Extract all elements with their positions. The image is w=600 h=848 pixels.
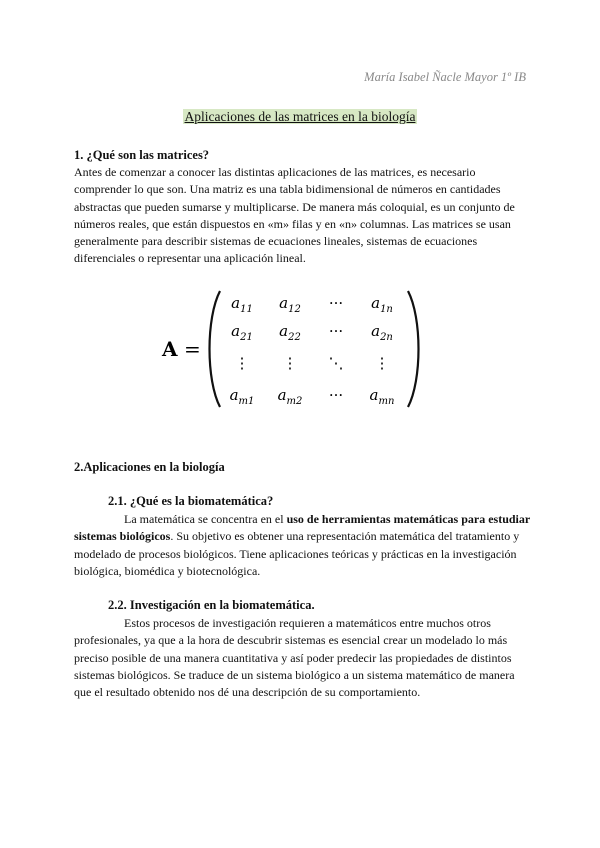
section-1-paragraph: Antes de comenzar a conocer las distintas aplicaciones de las matrices, es necesario comprender lo que son. Una matriz es una tabla bidimensional de números en cantidades abstractas que pueden sumarse y multiplicarse. De manera más coloquial, es un conjunto de números reales, que están dispuestos en «m» filas y en «n» columnas. Las matrices se usan generalmente para describir sistemas de ecuaciones lineales, sistemas de ecuaciones diferenciales o representar una aplicación lineal. [74, 165, 515, 266]
matrix-cell: ··· [328, 386, 344, 404]
matrix-cell: ⋮ [234, 354, 250, 372]
document-title [0, 108, 600, 126]
author-header: María Isabel Ñacle Mayor 1º IB [364, 70, 526, 84]
matrix-cell: ⋱ [328, 354, 344, 372]
subsection-2-1-heading: 2.1. ¿Qué es la biomatemática? [108, 494, 274, 508]
matrix-cell: $a_{m1}$ [229, 386, 255, 407]
matrix-cell: $a_{2n}$ [371, 322, 393, 343]
matrix-lhs: A [162, 337, 178, 361]
matrix-cell: $a_{12}$ [279, 294, 301, 315]
sub1-text-after: . Su objetivo es obtener una representación matemática del tratamiento y modelado de procesos biológicos. Tiene aplicaciones teóricas y prácticas en la investigación biológica, biomédica y biotecnológica. [74, 529, 520, 578]
matrix-equation [160, 288, 420, 410]
sub1-text-before: La matemática se concentra en el [124, 512, 287, 526]
section-2-heading: 2.Aplicaciones en la biología [74, 460, 225, 474]
matrix-cell: $a_{1n}$ [371, 294, 393, 315]
sub1-text-bold: uso de herramientas matemáticas para estudiar sistemas biológicos [74, 512, 530, 544]
subsection-2-2-heading: 2.2. Investigación en la biomatemática. [108, 598, 315, 612]
matrix-cell: $a_{11}$ [231, 294, 253, 315]
matrix-cell: $a_{m2}$ [277, 386, 303, 407]
right-bracket [408, 291, 419, 407]
matrix-cell: ⋮ [374, 354, 390, 372]
matrix-equals: = [184, 337, 201, 361]
section-1-heading: 1. ¿Qué son las matrices? [74, 148, 210, 162]
left-bracket [210, 291, 221, 407]
subsection-2-2-paragraph: Estos procesos de investigación requieren a matemáticos entre muchos otros profesionales, ya que a la hora de descubrir sistemas es esencial crear un modelado lo más preciso posible de una manera cuantitativa y así poder predecir las propiedades de distintos sistemas biológicos. Se traduce de un sistema biológico a un sistema matemático de manera que el resultado obtenido nos dé una descripción de su comportamiento. [74, 616, 515, 700]
matrix-cell: ··· [328, 322, 344, 340]
matrix-cell: ⋮ [282, 354, 298, 372]
matrix-cell: $a_{22}$ [279, 322, 301, 343]
matrix-cell: $a_{mn}$ [369, 386, 395, 407]
subsection-2-1-paragraph [74, 511, 530, 580]
matrix-cell: $a_{21}$ [231, 322, 253, 343]
document-title-text: Aplicaciones de las matrices en la biología [184, 109, 416, 124]
matrix-cell: ··· [328, 294, 344, 312]
